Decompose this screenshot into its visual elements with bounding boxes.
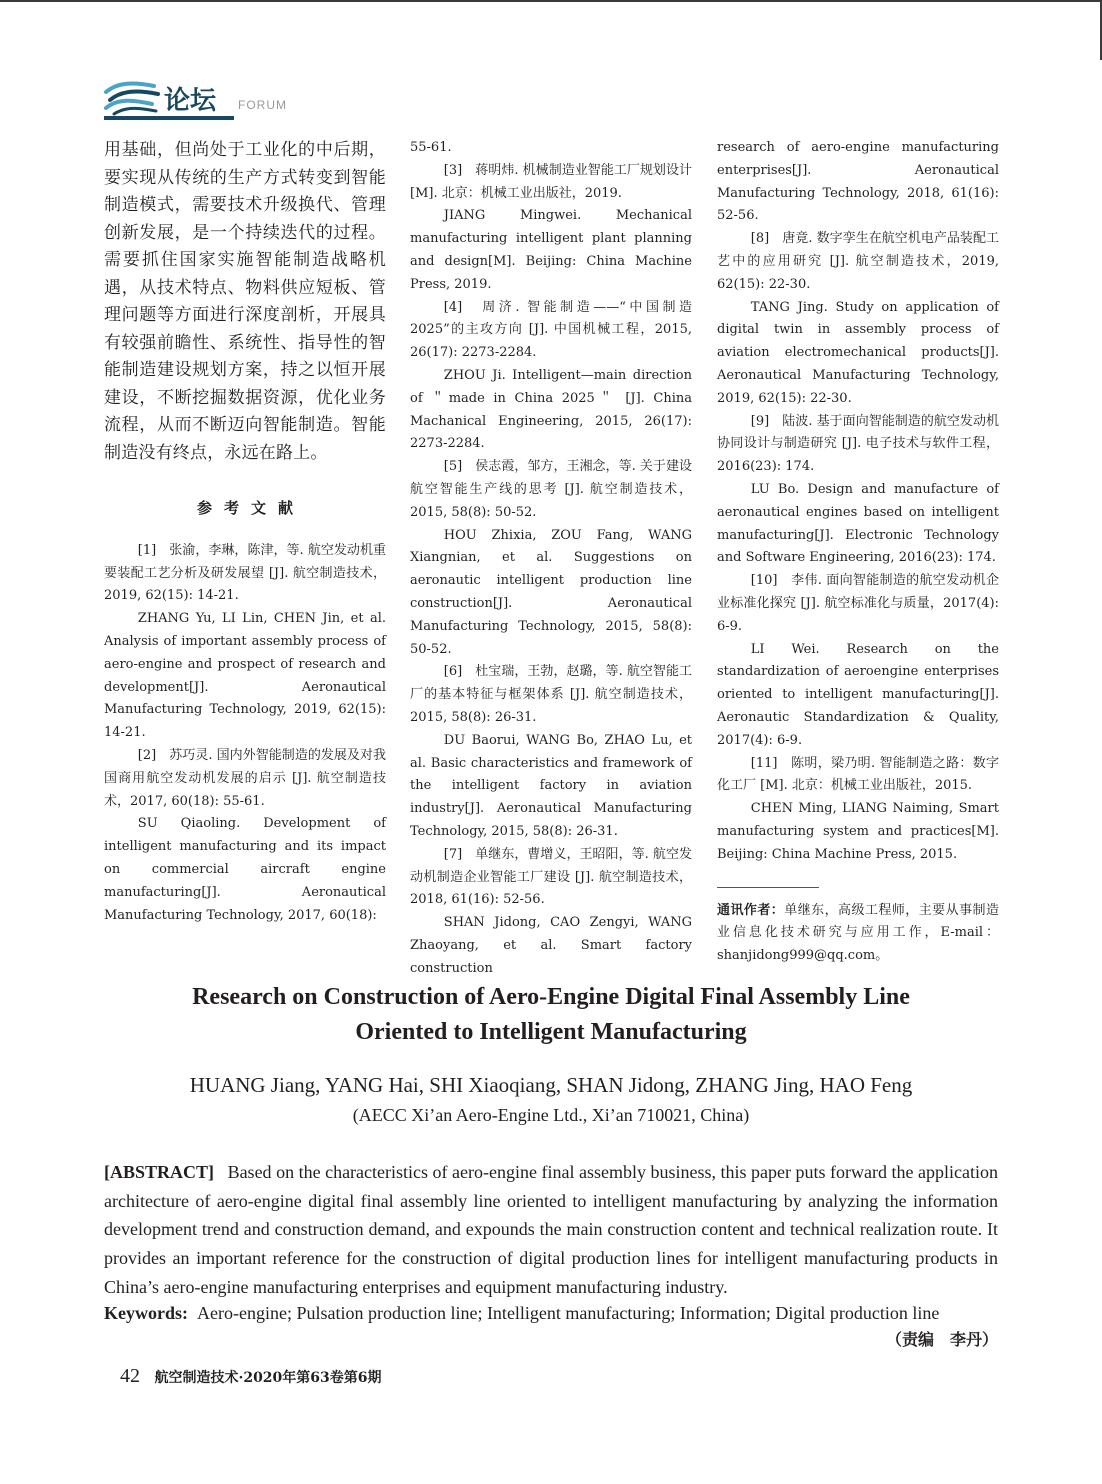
page-number: 42 — [120, 1365, 140, 1387]
references-title: 参考文献 — [196, 499, 305, 517]
reference-item: [11] 陈明，梁乃明. 智能制造之路：数字化工厂 [M]. 北京：机械工业出版社，2015. — [717, 755, 999, 794]
section-title-en: FORUM — [238, 98, 287, 112]
reference-item: [4] 周济. 智能制造——“中国制造2025”的主攻方向 [J]. 中国机械工程，2015, 26(17): 2273-2284. — [410, 299, 692, 361]
reference-item: CHEN Ming, LIANG Naiming, Smart manufacturing system and practices[M]. Beijing: China Machine Press, 2015. — [717, 801, 999, 862]
reference-item: HOU Zhixia, ZOU Fang, WANG Xiangnian, et al. Suggestions on aeronautic intelligent production line construction[J]. Aeronautical Manufacturing Technology, 2015, 58(8): 50-52. — [410, 527, 692, 657]
reference-item: [5] 侯志霞，邹方，王湘念，等. 关于建设航空智能生产线的思考 [J]. 航空制造技术，2015, 58(8): 50-52. — [410, 459, 692, 520]
reference-item: JIANG Mingwei. Mechanical manufacturing intelligent plant planning and design[M]. Beijing: China Machine Press, 2019. — [410, 208, 692, 292]
reference-continuation: research of aero-engine manufacturing enterprises[J]. Aeronautical Manufacturing Technology, 2018, 61(16): 52-56. — [717, 140, 999, 224]
column-1 — [104, 137, 386, 927]
editor-note: （责编 李丹） — [885, 1330, 998, 1349]
column-3 — [717, 137, 999, 968]
reference-item: ZHOU Ji. Intelligent—main direction of ＂made in China 2025＂ [J]. China Machanical Engineering, 2015, 26(17): 2273-2284. — [410, 367, 692, 452]
corresponding-author-text: 单继东，高级工程师，主要从事制造业信息化技术研究与应用工作，E-mail：shanjidong999@qq.com。 — [717, 902, 999, 964]
keywords-text: Aero-engine; Pulsation production line; Intelligent manufacturing; Information; Digital production line — [197, 1303, 940, 1323]
reference-item: LU Bo. Design and manufacture of aeronautical engines based on intelligent manufacturing[J]. Electronic Technology and Software Engineering, 2016(23): 174. — [717, 481, 999, 566]
page-footer — [120, 1365, 382, 1388]
keywords — [104, 1300, 998, 1326]
keywords-label: Keywords: — [104, 1303, 188, 1323]
reference-item: SU Qiaoling. Development of intelligent manufacturing and its impact on commercial aircraft engine manufacturing[J]. Aeronautical Manufacturing Technology, 2017, 60(18): — [104, 816, 386, 923]
affiliation: (AECC Xi’an Aero-Engine Ltd., Xi’an 710021, China) — [352, 1105, 750, 1125]
section-header — [104, 78, 404, 122]
body-paragraph: 用基础，但尚处于工业化的中后期，要实现从传统的生产方式转变到智能制造模式，需要技术升级换代、管理创新发展，是一个持续迭代的过程。需要抓住国家实施智能制造战略机遇，从技术特点、物料供应短板、管理问题等方面进行深度剖析，开展具有较强前瞻性、系统性、指导性的智能制造建设规划方案，持之以恒开展建设，不断挖掘数据资源，优化业务流程，从而不断迈向智能制造。智能制造没有终点，永远在路上。 — [104, 140, 386, 463]
header-rule — [104, 116, 234, 120]
authors: HUANG Jiang, YANG Hai, SHI Xiaoqiang, SHAN Jidong, ZHANG Jing, HAO Feng — [189, 1073, 913, 1097]
forum-logo-icon — [104, 78, 162, 116]
english-title-line-2: Oriented to Intelligent Manufacturing — [355, 1019, 747, 1045]
reference-item: DU Baorui, WANG Bo, ZHAO Lu, et al. Basic characteristics and framework of the intelligent factory in aviation industry[J]. Aeronautical Manufacturing Technology, 2015, 58(8): 26-31. — [410, 732, 692, 839]
corresponding-author — [717, 900, 999, 968]
abstract — [104, 1158, 998, 1302]
english-title — [60, 980, 1042, 1050]
footnote-divider — [717, 887, 819, 888]
abstract-label: [ABSTRACT] — [104, 1162, 215, 1182]
reference-item: [8] 唐竟. 数字孪生在航空机电产品装配工艺中的应用研究 [J]. 航空制造技术，2019, 62(15): 22-30. — [717, 231, 999, 292]
reference-item: LI Wei. Research on the standardization of aeroengine enterprises oriented to intelligent manufacturing[J]. Aeronautic Standardization & Quality, 2017(4): 6-9. — [717, 641, 999, 748]
reference-item: SHAN Jidong, CAO Zengyi, WANG Zhaoyang, et al. Smart factory construction — [410, 915, 692, 976]
journal-info: 航空制造技术·2020年第63卷第6期 — [154, 1370, 382, 1386]
reference-item: [9] 陆波. 基于面向智能制造的航空发动机协同设计与制造研究 [J]. 电子技术与软件工程，2016(23): 174. — [717, 413, 999, 475]
reference-item: [10] 李伟. 面向智能制造的航空发动机企业标准化探究 [J]. 航空标准化与质量，2017(4): 6-9. — [717, 573, 999, 634]
reference-item: [3] 蒋明炜. 机械制造业智能工厂规划设计 [M]. 北京：机械工业出版社，2019. — [410, 162, 692, 201]
top-border — [0, 0, 1102, 2]
reference-item: [1] 张渝，李琳，陈津，等. 航空发动机重要装配工艺分析及研发展望 [J]. 航空制造技术，2019, 62(15): 14-21. — [104, 542, 386, 604]
reference-item: ZHANG Yu, LI Lin, CHEN Jin, et al. Analysis of important assembly process of aero-engine and prospect of research and development[J]. Aeronautical Manufacturing Technology, 2019, 62(15): 14-21. — [104, 611, 386, 741]
corresponding-author-label: 通讯作者： — [717, 902, 785, 918]
reference-item: [6] 杜宝瑞，王勃，赵璐，等. 航空智能工厂的基本特征与框架体系 [J]. 航空制造技术，2015, 58(8): 26-31. — [410, 664, 692, 725]
reference-item: [2] 苏巧灵. 国内外智能制造的发展及对我国商用航空发动机发展的启示 [J]. 航空制造技术，2017, 60(18): 55-61. — [104, 747, 386, 809]
section-title: 论坛 — [164, 86, 217, 116]
column-2 — [410, 137, 692, 980]
english-title-line-1: Research on Construction of Aero-Engine Digital Final Assembly Line — [192, 984, 910, 1010]
reference-item: [7] 单继东，曹增义，王昭阳，等. 航空发动机制造企业智能工厂建设 [J]. 航空制造技术，2018, 61(16): 52-56. — [410, 846, 692, 908]
reference-item: TANG Jing. Study on application of digital twin in assembly process of aviation electromechanical products[J]. Aeronautical Manufacturing Technology, 2019, 62(15): 22-30. — [717, 299, 999, 406]
reference-continuation: 55-61. — [410, 140, 452, 155]
abstract-text: Based on the characteristics of aero-engine final assembly business, this paper puts forward the application architecture of aero-engine digital final assembly line oriented to intelligent manufacturing by analyzing the information development trend and construction demand, and expounds the main construction content and technical realization route. It provides an important reference for the construction of digital production lines for intelligent manufacturing products in China’s aero-engine manufacturing enterprises and equipment manufacturing industry. — [104, 1162, 998, 1297]
